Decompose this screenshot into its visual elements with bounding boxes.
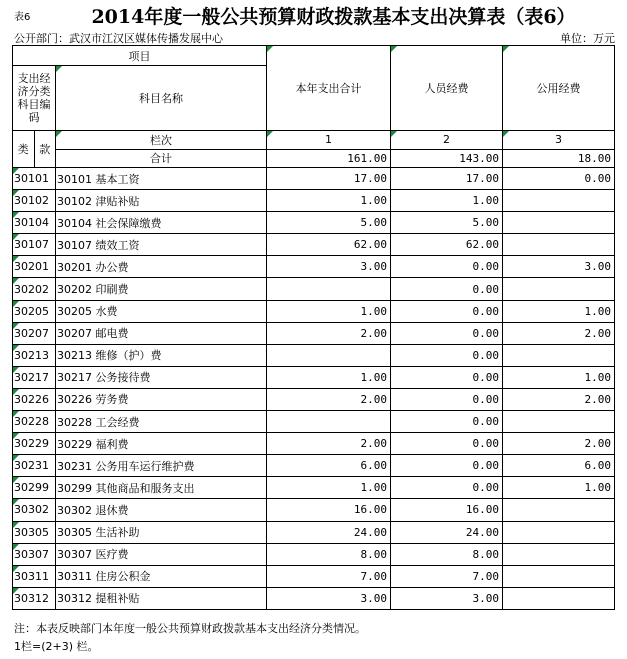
column-number: 3 bbox=[503, 131, 615, 150]
table-row bbox=[13, 168, 615, 190]
row-code: 30217 bbox=[13, 366, 56, 388]
table-row bbox=[13, 300, 615, 322]
row-code: 30104 bbox=[13, 212, 56, 234]
table-row bbox=[13, 366, 615, 388]
note-line-2: 1栏=(2+3) 栏。 bbox=[14, 640, 99, 653]
row-public: 2.00 bbox=[503, 433, 615, 455]
row-name: 30307 医疗费 bbox=[56, 543, 267, 565]
sum-value: 143.00 bbox=[391, 149, 503, 168]
row-code: 30307 bbox=[13, 543, 56, 565]
row-name: 30107 绩效工资 bbox=[56, 234, 267, 256]
row-total: 8.00 bbox=[267, 543, 391, 565]
row-total: 62.00 bbox=[267, 234, 391, 256]
row-total: 7.00 bbox=[267, 565, 391, 587]
expenditure-table bbox=[12, 45, 615, 610]
row-code: 30228 bbox=[13, 411, 56, 433]
row-total bbox=[267, 344, 391, 366]
table-row bbox=[13, 344, 615, 366]
header-kuan: 款 bbox=[39, 143, 51, 156]
row-name: 30312 提租补贴 bbox=[56, 587, 267, 609]
row-name: 30201 办公费 bbox=[56, 256, 267, 278]
sum-value: 18.00 bbox=[503, 149, 615, 168]
row-total: 2.00 bbox=[267, 388, 391, 410]
row-public: 2.00 bbox=[503, 388, 615, 410]
row-code: 30302 bbox=[13, 499, 56, 521]
header-row bbox=[13, 46, 615, 66]
row-code: 30201 bbox=[13, 256, 56, 278]
row-total: 3.00 bbox=[267, 256, 391, 278]
row-total: 1.00 bbox=[267, 300, 391, 322]
row-public bbox=[503, 278, 615, 300]
row-personnel: 17.00 bbox=[391, 168, 503, 190]
row-personnel: 0.00 bbox=[391, 344, 503, 366]
table-row bbox=[13, 565, 615, 587]
row-personnel: 0.00 bbox=[391, 388, 503, 410]
row-code: 30312 bbox=[13, 587, 56, 609]
row-total: 2.00 bbox=[267, 433, 391, 455]
lanci-row bbox=[13, 131, 615, 150]
row-public bbox=[503, 411, 615, 433]
row-code: 30226 bbox=[13, 388, 56, 410]
table-row bbox=[13, 521, 615, 543]
row-name: 30226 劳务费 bbox=[56, 388, 267, 410]
row-name: 30207 邮电费 bbox=[56, 322, 267, 344]
row-name: 30311 住房公积金 bbox=[56, 565, 267, 587]
row-total: 16.00 bbox=[267, 499, 391, 521]
row-personnel: 0.00 bbox=[391, 322, 503, 344]
row-name: 30102 津贴补贴 bbox=[56, 190, 267, 212]
row-public bbox=[503, 212, 615, 234]
row-code: 30202 bbox=[13, 278, 56, 300]
row-code: 30231 bbox=[13, 455, 56, 477]
row-public bbox=[503, 190, 615, 212]
table-row bbox=[13, 543, 615, 565]
row-public: 1.00 bbox=[503, 366, 615, 388]
row-personnel: 0.00 bbox=[391, 433, 503, 455]
department-label: 公开部门：武汉市江汉区媒体传播发展中心 bbox=[14, 32, 223, 45]
row-code: 30311 bbox=[13, 565, 56, 587]
table-row bbox=[13, 212, 615, 234]
row-total: 2.00 bbox=[267, 322, 391, 344]
row-code: 30207 bbox=[13, 322, 56, 344]
row-code: 30213 bbox=[13, 344, 56, 366]
row-personnel: 16.00 bbox=[391, 499, 503, 521]
header-code: 支出经济分类科目编码 bbox=[13, 66, 56, 131]
row-personnel: 7.00 bbox=[391, 565, 503, 587]
row-total: 17.00 bbox=[267, 168, 391, 190]
row-personnel: 0.00 bbox=[391, 366, 503, 388]
row-name: 30229 福利费 bbox=[56, 433, 267, 455]
row-personnel: 0.00 bbox=[391, 278, 503, 300]
header-lei-kuan bbox=[13, 131, 56, 168]
table-row bbox=[13, 455, 615, 477]
row-public: 1.00 bbox=[503, 300, 615, 322]
row-personnel: 24.00 bbox=[391, 521, 503, 543]
header-name: 科目名称 bbox=[56, 66, 267, 131]
row-public: 1.00 bbox=[503, 477, 615, 499]
table-row bbox=[13, 234, 615, 256]
row-public bbox=[503, 344, 615, 366]
row-name: 30104 社会保障缴费 bbox=[56, 212, 267, 234]
row-total: 3.00 bbox=[267, 587, 391, 609]
row-public: 2.00 bbox=[503, 322, 615, 344]
page-title: 2014年度一般公共预算财政拨款基本支出决算表（表6） bbox=[91, 6, 576, 28]
row-code: 30102 bbox=[13, 190, 56, 212]
row-code: 30101 bbox=[13, 168, 56, 190]
sum-label: 合计 bbox=[56, 149, 267, 168]
row-public bbox=[503, 521, 615, 543]
row-personnel: 1.00 bbox=[391, 190, 503, 212]
report-header bbox=[0, 0, 627, 30]
row-public bbox=[503, 543, 615, 565]
note-line-1: 注：本表反映部门本年度一般公共预算财政拨款基本支出经济分类情况。 bbox=[14, 622, 366, 635]
row-code: 30205 bbox=[13, 300, 56, 322]
column-number: 2 bbox=[391, 131, 503, 150]
row-total bbox=[267, 411, 391, 433]
row-total bbox=[267, 278, 391, 300]
row-public bbox=[503, 587, 615, 609]
row-total: 24.00 bbox=[267, 521, 391, 543]
row-name: 30101 基本工资 bbox=[56, 168, 267, 190]
row-code: 30107 bbox=[13, 234, 56, 256]
row-name: 30231 公务用车运行维护费 bbox=[56, 455, 267, 477]
table-row bbox=[13, 256, 615, 278]
header-lei: 类 bbox=[13, 131, 35, 167]
table-row bbox=[13, 278, 615, 300]
row-public bbox=[503, 234, 615, 256]
row-name: 30302 退休费 bbox=[56, 499, 267, 521]
row-public: 6.00 bbox=[503, 455, 615, 477]
column-number: 1 bbox=[267, 131, 391, 150]
row-name: 30299 其他商品和服务支出 bbox=[56, 477, 267, 499]
unit-label: 单位：万元 bbox=[560, 32, 615, 45]
row-total: 1.00 bbox=[267, 477, 391, 499]
row-total: 5.00 bbox=[267, 212, 391, 234]
row-personnel: 62.00 bbox=[391, 234, 503, 256]
row-total: 6.00 bbox=[267, 455, 391, 477]
table-row bbox=[13, 477, 615, 499]
header-item: 项目 bbox=[13, 46, 267, 66]
row-personnel: 0.00 bbox=[391, 300, 503, 322]
table-row bbox=[13, 499, 615, 521]
table-row bbox=[13, 190, 615, 212]
row-personnel: 8.00 bbox=[391, 543, 503, 565]
row-name: 30217 公务接待费 bbox=[56, 366, 267, 388]
header-total: 本年支出合计 bbox=[267, 46, 391, 131]
row-personnel: 0.00 bbox=[391, 256, 503, 278]
row-personnel: 5.00 bbox=[391, 212, 503, 234]
table-label: 表6 bbox=[14, 12, 31, 23]
table-row bbox=[13, 322, 615, 344]
row-name: 30228 工会经费 bbox=[56, 411, 267, 433]
table-row bbox=[13, 433, 615, 455]
row-public bbox=[503, 499, 615, 521]
row-public bbox=[503, 565, 615, 587]
row-personnel: 0.00 bbox=[391, 411, 503, 433]
table-row bbox=[13, 411, 615, 433]
row-total: 1.00 bbox=[267, 366, 391, 388]
row-name: 30205 水费 bbox=[56, 300, 267, 322]
header-lanci: 栏次 bbox=[56, 131, 267, 150]
row-public: 0.00 bbox=[503, 168, 615, 190]
row-personnel: 3.00 bbox=[391, 587, 503, 609]
row-name: 30305 生活补助 bbox=[56, 521, 267, 543]
row-code: 30305 bbox=[13, 521, 56, 543]
header-personnel: 人员经费 bbox=[391, 46, 503, 131]
sum-value: 161.00 bbox=[267, 149, 391, 168]
row-total: 1.00 bbox=[267, 190, 391, 212]
row-public: 3.00 bbox=[503, 256, 615, 278]
row-personnel: 0.00 bbox=[391, 455, 503, 477]
table-row bbox=[13, 388, 615, 410]
row-name: 30202 印刷费 bbox=[56, 278, 267, 300]
row-code: 30299 bbox=[13, 477, 56, 499]
table-row bbox=[13, 587, 615, 609]
row-code: 30229 bbox=[13, 433, 56, 455]
header-public: 公用经费 bbox=[503, 46, 615, 131]
row-name: 30213 维修（护）费 bbox=[56, 344, 267, 366]
sum-row bbox=[13, 149, 615, 168]
row-personnel: 0.00 bbox=[391, 477, 503, 499]
